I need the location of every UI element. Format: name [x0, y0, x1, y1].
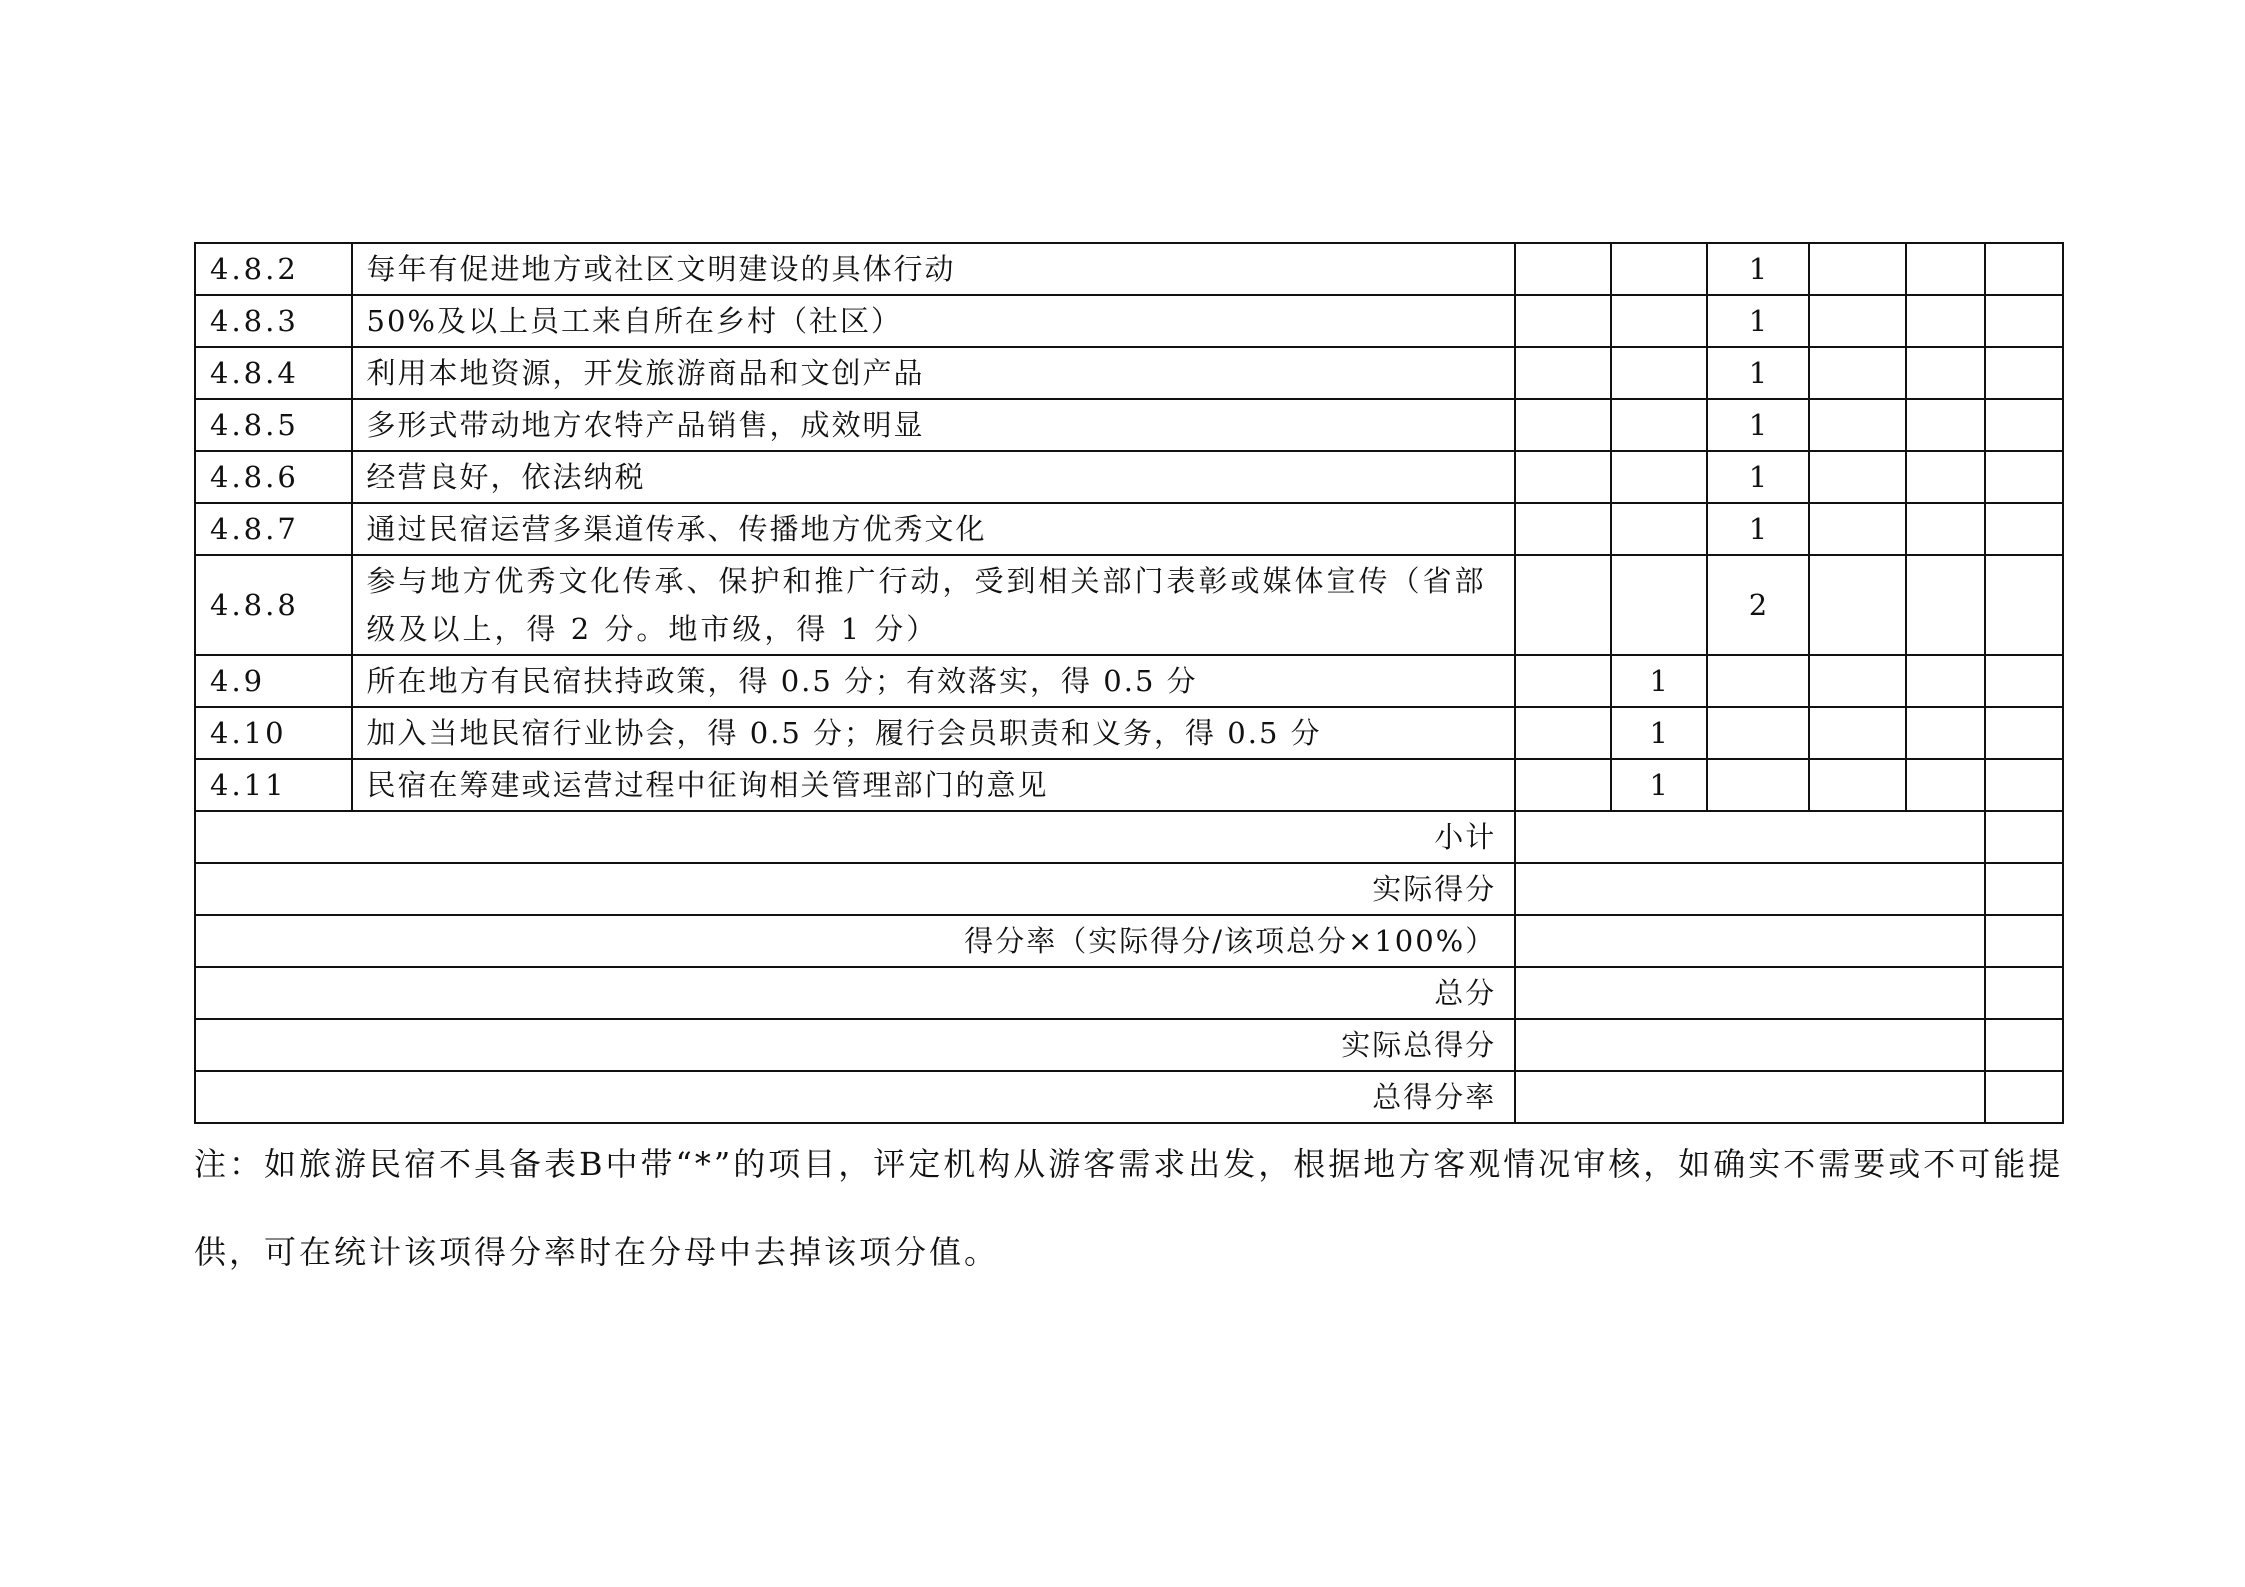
- actual-total-label: 实际总得分: [195, 1019, 1515, 1071]
- score-cell: [1809, 555, 1906, 655]
- row-code: 4.8.8: [195, 555, 352, 655]
- subtotal-value-cell: [1515, 811, 1984, 863]
- row-item: 通过民宿运营多渠道传承、传播地方优秀文化: [352, 503, 1516, 555]
- summary-extra-cell: [1985, 811, 2063, 863]
- actual-score-value-cell: [1515, 863, 1984, 915]
- table-row: [195, 707, 2063, 759]
- total-label: 总分: [195, 967, 1515, 1019]
- summary-row-total-rate: [195, 1071, 2063, 1123]
- summary-row-actual-total: [195, 1019, 2063, 1071]
- score-cell: [1906, 707, 1984, 759]
- score-cell: [1611, 399, 1707, 451]
- score-cell: 1: [1707, 399, 1809, 451]
- row-code: 4.8.6: [195, 451, 352, 503]
- score-cell: [1906, 347, 1984, 399]
- score-cell: [1906, 451, 1984, 503]
- summary-extra-cell: [1985, 915, 2063, 967]
- row-code: 4.9: [195, 655, 352, 707]
- table-row: [195, 503, 2063, 555]
- table-row: [195, 243, 2063, 295]
- score-cell: [1515, 707, 1610, 759]
- score-cell: 1: [1707, 243, 1809, 295]
- score-cell: [1515, 451, 1610, 503]
- score-cell: [1611, 295, 1707, 347]
- score-cell: [1985, 243, 2063, 295]
- score-cell: [1985, 707, 2063, 759]
- summary-row-total: [195, 967, 2063, 1019]
- footnote: 注：如旅游民宿不具备表B中带“*”的项目，评定机构从游客需求出发，根据地方客观情况审核，如确实不需要或不可能提供，可在统计该项得分率时在分母中去掉该项分值。: [194, 1145, 2064, 1271]
- score-cell: [1611, 243, 1707, 295]
- row-code: 4.11: [195, 759, 352, 811]
- score-cell: [1809, 707, 1906, 759]
- score-cell: [1515, 243, 1610, 295]
- score-cell: 1: [1611, 759, 1707, 811]
- score-cell: 1: [1707, 503, 1809, 555]
- actual-score-label: 实际得分: [195, 863, 1515, 915]
- score-cell: [1515, 347, 1610, 399]
- score-cell: 1: [1707, 451, 1809, 503]
- row-item: 参与地方优秀文化传承、保护和推广行动，受到相关部门表彰或媒体宣传（省部级及以上，得 2 分。地市级，得 1 分）: [352, 555, 1516, 655]
- score-cell: [1515, 655, 1610, 707]
- score-cell: [1707, 655, 1809, 707]
- summary-extra-cell: [1985, 863, 2063, 915]
- score-cell: [1985, 451, 2063, 503]
- table-row: [195, 347, 2063, 399]
- score-cell: [1515, 295, 1610, 347]
- score-cell: [1985, 555, 2063, 655]
- score-cell: [1809, 243, 1906, 295]
- score-cell: [1611, 347, 1707, 399]
- score-cell: 1: [1707, 347, 1809, 399]
- row-code: 4.8.5: [195, 399, 352, 451]
- score-rate-label: 得分率（实际得分/该项总分×100%）: [195, 915, 1515, 967]
- score-cell: [1906, 295, 1984, 347]
- row-code: 4.8.4: [195, 347, 352, 399]
- row-item: 民宿在筹建或运营过程中征询相关管理部门的意见: [352, 759, 1516, 811]
- score-cell: [1707, 759, 1809, 811]
- score-cell: [1809, 451, 1906, 503]
- score-cell: [1985, 759, 2063, 811]
- score-cell: [1611, 503, 1707, 555]
- actual-total-value-cell: [1515, 1019, 1984, 1071]
- score-cell: [1611, 451, 1707, 503]
- row-item: 每年有促进地方或社区文明建设的具体行动: [352, 243, 1516, 295]
- row-item: 经营良好，依法纳税: [352, 451, 1516, 503]
- row-item: 多形式带动地方农特产品销售，成效明显: [352, 399, 1516, 451]
- score-cell: [1611, 555, 1707, 655]
- score-cell: [1515, 399, 1610, 451]
- table-row: [195, 295, 2063, 347]
- row-code: 4.8.2: [195, 243, 352, 295]
- table-row: [195, 399, 2063, 451]
- score-cell: [1906, 503, 1984, 555]
- score-cell: [1809, 295, 1906, 347]
- total-rate-value-cell: [1515, 1071, 1984, 1123]
- score-cell: 1: [1707, 295, 1809, 347]
- score-cell: [1906, 555, 1984, 655]
- summary-row-actual-score: [195, 863, 2063, 915]
- score-cell: [1906, 655, 1984, 707]
- summary-extra-cell: [1985, 1019, 2063, 1071]
- score-cell: 2: [1707, 555, 1809, 655]
- score-cell: [1809, 655, 1906, 707]
- score-cell: [1985, 655, 2063, 707]
- total-value-cell: [1515, 967, 1984, 1019]
- score-cell: [1515, 555, 1610, 655]
- row-code: 4.10: [195, 707, 352, 759]
- scoring-table: [194, 242, 2064, 1124]
- row-code: 4.8.7: [195, 503, 352, 555]
- score-cell: [1515, 759, 1610, 811]
- score-cell: [1985, 347, 2063, 399]
- score-cell: [1985, 295, 2063, 347]
- score-cell: 1: [1611, 655, 1707, 707]
- score-cell: [1809, 347, 1906, 399]
- row-item: 所在地方有民宿扶持政策，得 0.5 分；有效落实，得 0.5 分: [352, 655, 1516, 707]
- table-row: [195, 451, 2063, 503]
- score-cell: [1985, 399, 2063, 451]
- summary-row-subtotal: [195, 811, 2063, 863]
- score-rate-value-cell: [1515, 915, 1984, 967]
- score-cell: [1809, 399, 1906, 451]
- score-cell: [1985, 503, 2063, 555]
- summary-row-score-rate: [195, 915, 2063, 967]
- table-row: [195, 555, 2063, 655]
- score-cell: [1809, 759, 1906, 811]
- score-cell: [1707, 707, 1809, 759]
- summary-extra-cell: [1985, 967, 2063, 1019]
- row-code: 4.8.3: [195, 295, 352, 347]
- table-row: [195, 655, 2063, 707]
- score-cell: [1515, 503, 1610, 555]
- row-item: 加入当地民宿行业协会，得 0.5 分；履行会员职责和义务，得 0.5 分: [352, 707, 1516, 759]
- row-item: 利用本地资源，开发旅游商品和文创产品: [352, 347, 1516, 399]
- total-rate-label: 总得分率: [195, 1071, 1515, 1123]
- score-cell: [1906, 759, 1984, 811]
- summary-extra-cell: [1985, 1071, 2063, 1123]
- subtotal-label: 小计: [195, 811, 1515, 863]
- row-item: 50%及以上员工来自所在乡村（社区）: [352, 295, 1516, 347]
- table-row: [195, 759, 2063, 811]
- score-cell: [1809, 503, 1906, 555]
- score-cell: 1: [1611, 707, 1707, 759]
- score-cell: [1906, 243, 1984, 295]
- score-cell: [1906, 399, 1984, 451]
